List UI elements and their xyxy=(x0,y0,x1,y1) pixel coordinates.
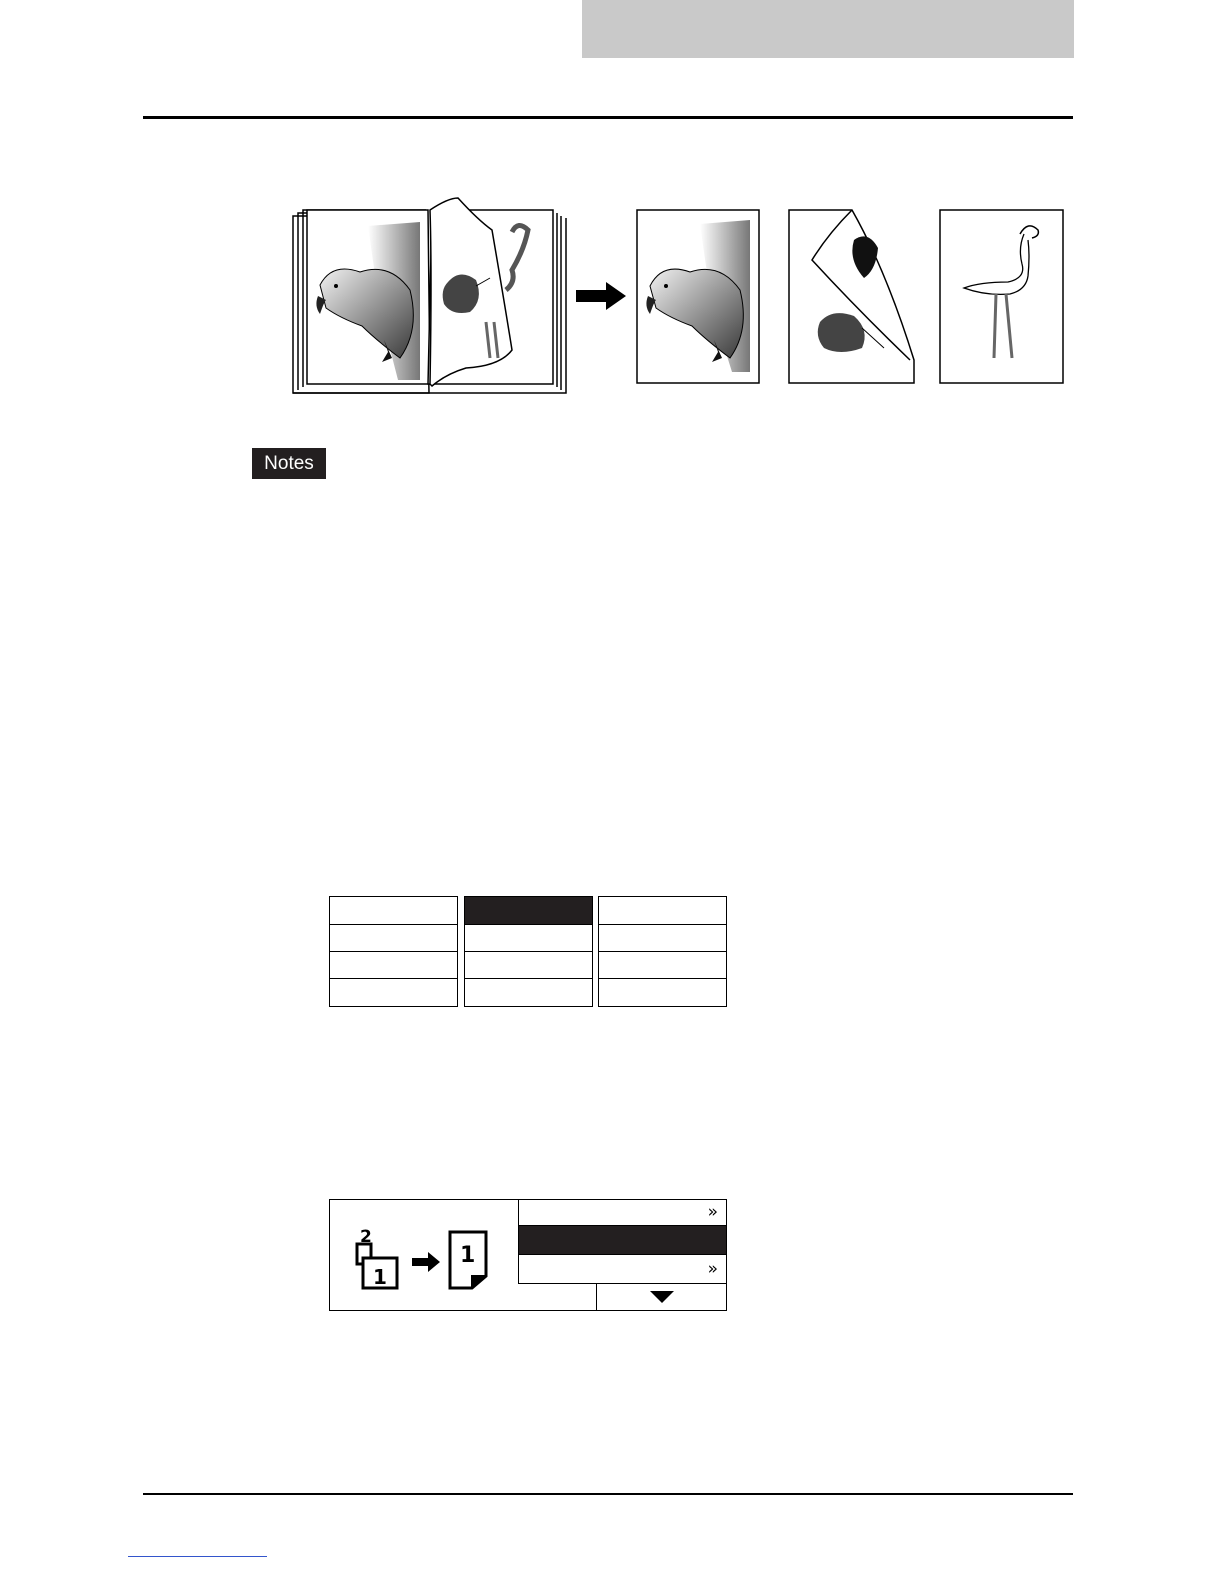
output-page-1 xyxy=(637,210,759,383)
arrow-right-icon xyxy=(576,282,626,310)
table-cell xyxy=(329,924,458,952)
lcd-divider xyxy=(596,1283,726,1284)
output-page-2 xyxy=(789,210,914,383)
page-number-1-result: 1 xyxy=(460,1243,476,1268)
table-cell xyxy=(464,951,593,979)
output-page-3 xyxy=(940,210,1063,383)
table-cell xyxy=(598,896,727,925)
open-book-icon xyxy=(293,198,566,393)
table-cell xyxy=(329,978,458,1007)
lcd-menu-item[interactable] xyxy=(518,1255,726,1284)
table-cell xyxy=(464,924,593,952)
book-split-illustration xyxy=(280,190,1080,410)
double-chevron-right-icon: » xyxy=(707,1259,718,1279)
table-cell xyxy=(329,951,458,979)
table-cell xyxy=(598,924,727,952)
table-cell xyxy=(598,951,727,979)
lcd-menu-item-selected[interactable] xyxy=(518,1226,726,1255)
header-tab xyxy=(582,0,1074,58)
settings-table xyxy=(329,896,727,1007)
table-cell xyxy=(329,896,458,925)
footer-rule xyxy=(143,1493,1073,1495)
table-cell xyxy=(464,978,593,1007)
table-cell xyxy=(598,978,727,1007)
footer-link-underline[interactable] xyxy=(128,1556,267,1557)
lcd-panel xyxy=(329,1199,727,1311)
lcd-menu-item[interactable] xyxy=(518,1200,726,1226)
page-number-1: 1 xyxy=(373,1265,387,1289)
table-cell-selected xyxy=(464,896,593,925)
triangle-down-icon xyxy=(597,1284,727,1310)
page-number-2: 2 xyxy=(360,1227,372,1247)
two-page-to-one-icon xyxy=(354,1226,494,1290)
header-rule xyxy=(143,116,1073,119)
arrow-right-icon xyxy=(412,1252,440,1272)
scroll-down-button[interactable] xyxy=(596,1284,726,1310)
double-chevron-right-icon: » xyxy=(707,1202,718,1222)
notes-badge: Notes xyxy=(252,448,326,479)
